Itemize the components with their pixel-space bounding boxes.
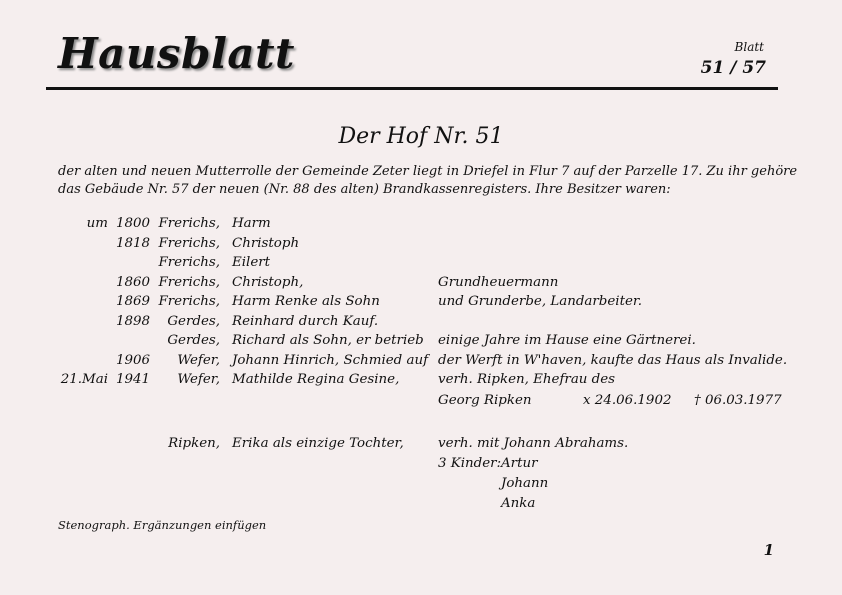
row-remark: verh. Ripken, Ehefrau des xyxy=(438,372,616,387)
row-year: 1869 xyxy=(116,294,151,309)
row-year: 1860 xyxy=(116,274,151,290)
row-date-prefix: um xyxy=(86,216,108,231)
row-given-name: Christoph, xyxy=(232,274,304,290)
footnote: Stenograph. Ergänzungen einfügen xyxy=(58,518,267,532)
children-label: 3 Kinder: xyxy=(438,456,502,471)
row-surname: Frerichs, xyxy=(158,216,220,231)
intro-line-1: der alten und neuen Mutterrolle der Gemeinde Zeter liegt in Driefel in Flur 7 auf der Parzelle 17. Zu ihr gehöre xyxy=(58,164,798,179)
row-given-name: Harm Renke als Sohn xyxy=(232,294,380,309)
child-name: Anka xyxy=(501,496,536,511)
blatt-label: Blatt xyxy=(734,40,764,54)
child-name: Johann xyxy=(501,476,549,491)
row-year: 1800 xyxy=(116,216,151,231)
ripken-name: Erika als einzige Tochter, xyxy=(232,436,404,451)
row-surname: Frerichs, xyxy=(158,235,220,251)
row-given-name: Christoph xyxy=(232,235,300,251)
row-surname: Wefer, xyxy=(177,372,220,387)
row-surname: Wefer, xyxy=(177,352,220,368)
row-year: 1906 xyxy=(116,352,151,368)
row-remark: und Grunderbe, Landarbeiter. xyxy=(438,294,643,309)
row-given-name: Reinhard durch Kauf. xyxy=(232,313,379,329)
blatt-number: 51 / 57 xyxy=(700,58,766,78)
header-rule xyxy=(46,87,778,90)
husband-born: x 24.06.1902 xyxy=(583,393,672,408)
row-given-name: Johann Hinrich, Schmied auf xyxy=(232,352,429,368)
row-surname: Frerichs, xyxy=(158,255,220,270)
ripken-extra: verh. mit Johann Abrahams. xyxy=(438,436,629,451)
intro-line-2: das Gebäude Nr. 57 der neuen (Nr. 88 des alten) Brandkassenregisters. Ihre Besitzer waren: xyxy=(58,182,671,197)
row-surname: Gerdes, xyxy=(167,313,220,329)
child-name: Artur xyxy=(501,456,538,471)
row-year: 1818 xyxy=(116,235,151,251)
row-year: 1898 xyxy=(116,313,151,329)
row-given-name: Mathilde Regina Gesine, xyxy=(232,372,400,387)
row-remark: einige Jahre im Hause eine Gärtnerei. xyxy=(438,333,696,348)
husband-died: † 06.03.1977 xyxy=(694,393,782,408)
row-given-name: Eilert xyxy=(232,255,271,270)
row-date-prefix: 21.Mai xyxy=(60,372,108,387)
row-given-name: Richard als Sohn, er betrieb xyxy=(232,333,424,348)
page-number: 1 xyxy=(763,541,774,559)
husband-name: Georg Ripken xyxy=(438,393,532,408)
row-year: 1941 xyxy=(116,372,151,387)
row-surname: Frerichs, xyxy=(158,294,220,309)
row-surname: Gerdes, xyxy=(167,333,220,348)
row-surname: Frerichs, xyxy=(158,274,220,290)
hof-title: Der Hof Nr. 51 xyxy=(338,124,504,149)
ripken-surname: Ripken, xyxy=(168,436,220,451)
intro-text xyxy=(58,163,797,199)
row-given-name: Harm xyxy=(232,216,271,231)
row-remark: Grundheuermann xyxy=(438,274,559,290)
row-remark: der Werft in W'haven, kaufte das Haus als Invalide. xyxy=(438,352,788,368)
page-title: Hausblatt xyxy=(58,29,295,78)
